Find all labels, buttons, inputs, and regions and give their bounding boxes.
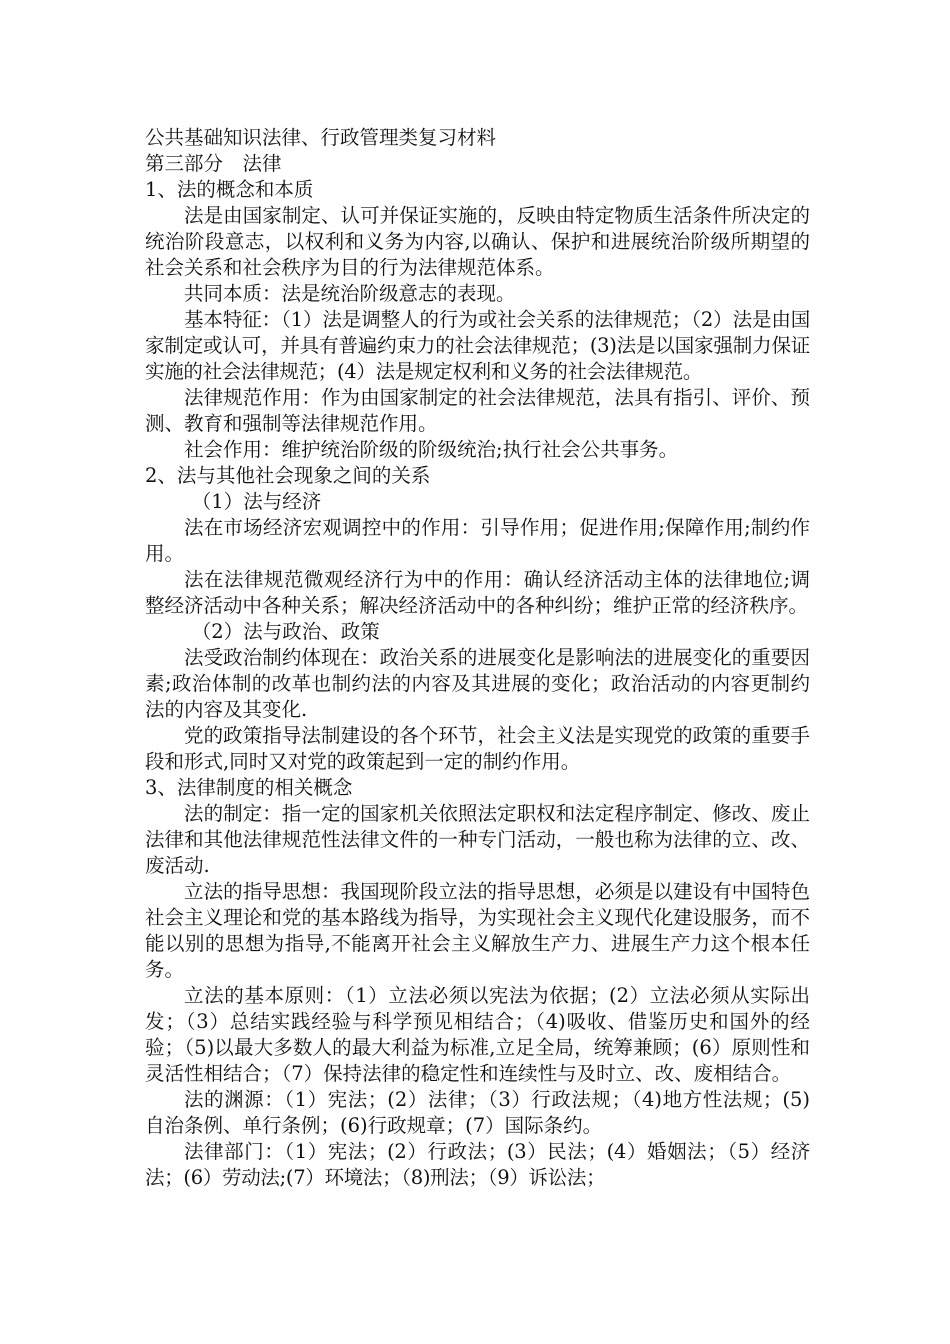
paragraph-norm-function: 法律规范作用：作为由国家制定的社会法律规范，法具有指引、评价、预测、教育和强制等法律规范作用。 bbox=[145, 386, 810, 435]
paragraph-sources-of-law: 法的渊源：（1）宪法；(2）法律；（3）行政法规；（4)地方性法规；(5)自治条例、单行条例；(6)行政规章；(7）国际条约。 bbox=[145, 1088, 810, 1137]
paragraph-basic-features: 基本特征：（1）法是调整人的行为或社会关系的法律规范；（2）法是由国家制定或认可，并具有普遍约束力的社会法律规范；(3)法是以国家强制力保证实施的社会法律规范；(4）法是规定权利和义务的社会法律规范。 bbox=[145, 308, 810, 383]
paragraph-micro-economy: 法在法律规范微观经济行为中的作用：确认经济活动主体的法律地位;调整经济活动中各种关系；解决经济活动中的各种纠纷；维护正常的经济秩序。 bbox=[145, 568, 810, 617]
paragraph-social-function: 社会作用：维护统治阶级的阶级统治;执行社会公共事务。 bbox=[184, 438, 679, 461]
paragraph-law-making: 法的制定：指一定的国家机关依照法定职权和法定程序制定、修改、废止法律和其他法律规范性法律文件的一种专门活动，一般也称为法律的立、改、废活动. bbox=[145, 802, 810, 877]
paragraph-political-constraint: 法受政治制约体现在：政治关系的进展变化是影响法的进展变化的重要因素;政治体制的改革也制约法的内容及其进展的变化；政治活动的内容更制约法的内容及其变化. bbox=[145, 646, 810, 721]
paragraph-basic-principles: 立法的基本原则：（1）立法必须以宪法为依据；(2）立法必须从实际出发；（3）总结实践经验与科学预见相结合；（4)吸收、借鉴历史和国外的经验；（5)以最大多数人的最大利益为标准,立足全局，统筹兼顾；(6）原则性和灵活性相结合；（7）保持法律的稳定性和连续性与及时立、改、废相结合。 bbox=[145, 984, 810, 1085]
subheading-law-economy: （1）法与经济 bbox=[191, 490, 322, 513]
paragraph-definition: 法是由国家制定、认可并保证实施的，反映由特定物质生活条件所决定的统治阶段意志，以权利和义务为内容,以确认、保护和进展统治阶级所期望的社会关系和社会秩序为目的行为法律规范体系。 bbox=[145, 204, 810, 279]
paragraph-party-policy: 党的政策指导法制建设的各个环节，社会主义法是实现党的政策的重要手段和形式,同时又对党的政策起到一定的制约作用。 bbox=[145, 724, 810, 773]
subheading-law-politics: （2）法与政治、政策 bbox=[191, 620, 380, 643]
paragraph-common-essence: 共同本质：法是统治阶级意志的表现。 bbox=[184, 282, 516, 305]
paragraph-legal-departments: 法律部门：（1）宪法；(2）行政法；(3）民法；(4）婚姻法；（5）经济法；(6）劳动法;(7）环境法；（8)刑法；（9）诉讼法； bbox=[145, 1140, 810, 1189]
paragraph-macro-control: 法在市场经济宏观调控中的作用：引导作用；促进作用;保障作用;制约作用。 bbox=[145, 516, 810, 565]
paragraph-guiding-ideology: 立法的指导思想：我国现阶段立法的指导思想，必须是以建设有中国特色社会主义理论和党的基本路线为指导，为实现社会主义现代化建设服务，而不能以别的思想为指导,不能离开社会主义解放生产力、进展生产力这个根本任务。 bbox=[145, 880, 810, 981]
part-heading: 第三部分 法律 bbox=[145, 152, 282, 175]
document-title: 公共基础知识法律、行政管理类复习材料 bbox=[145, 126, 497, 149]
section-heading-2: 2、法与其他社会现象之间的关系 bbox=[145, 464, 431, 487]
section-heading-1: 1、法的概念和本质 bbox=[145, 178, 314, 201]
section-heading-3: 3、法律制度的相关概念 bbox=[145, 776, 353, 799]
document-body bbox=[145, 125, 810, 1191]
